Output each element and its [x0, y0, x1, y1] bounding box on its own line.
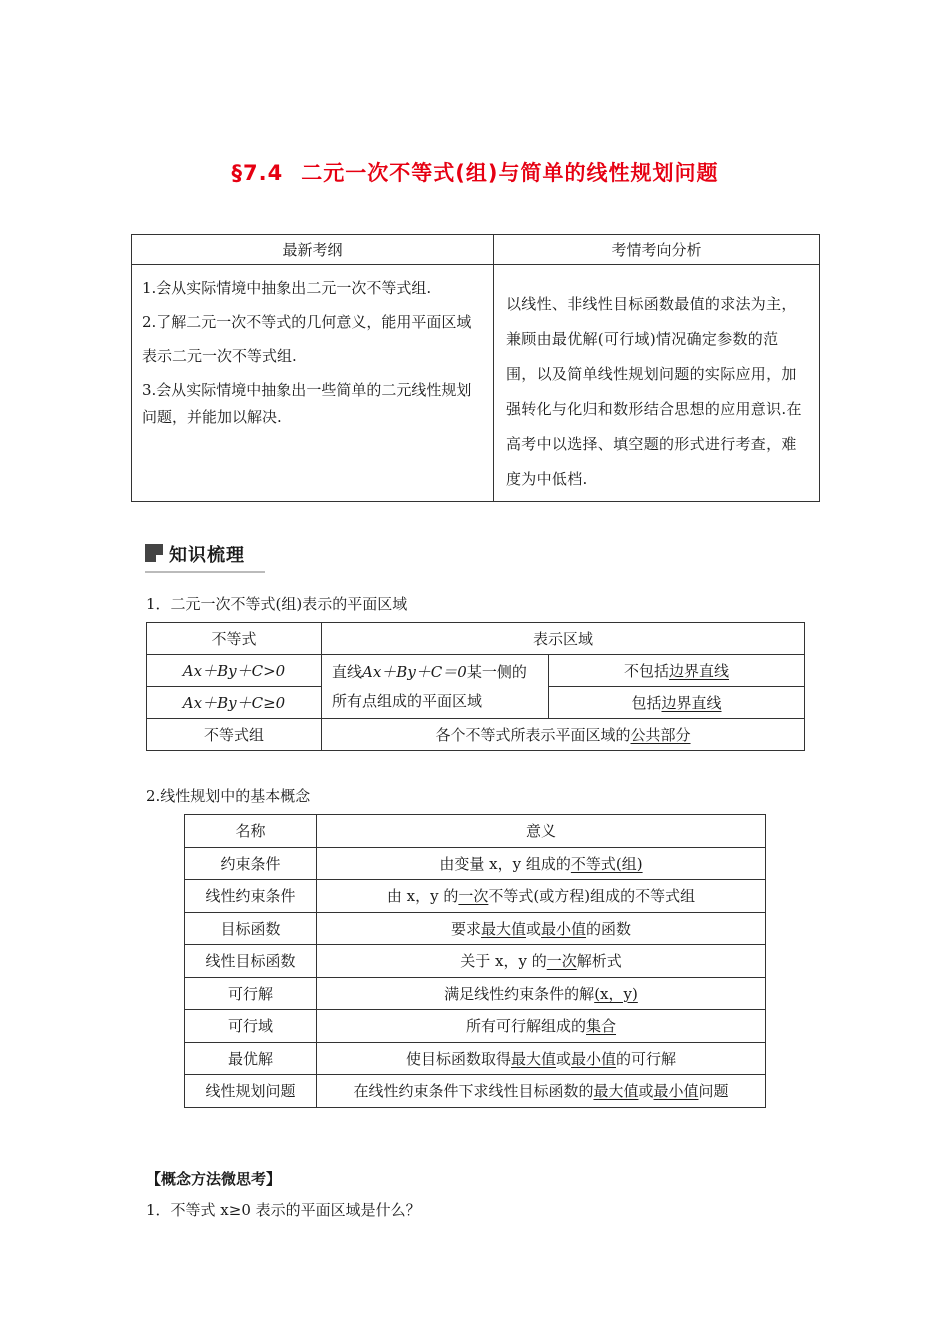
concept-name: 可行解: [185, 977, 317, 1010]
overview-table: [131, 234, 820, 502]
section-heading-label: 知识梳理: [169, 545, 245, 566]
col-header-region: 表示区域: [322, 623, 805, 655]
section-number: §7.4: [231, 161, 284, 185]
question-1: 1．不等式 x≥0 表示的平面区域是什么？: [146, 1201, 421, 1219]
concept-name: 目标函数: [185, 912, 317, 945]
concept-meaning: 所有可行解组成的集合: [317, 1010, 766, 1043]
concept-name: 最优解: [185, 1042, 317, 1075]
row3-region: 各个不等式所表示平面区域的公共部分: [322, 719, 805, 751]
concept-name: 线性约束条件: [185, 880, 317, 913]
concept-meaning: 使目标函数取得最大值或最小值的可行解: [317, 1042, 766, 1075]
table-row: [185, 945, 766, 978]
concept-meaning: 关于 x，y 的一次解析式: [317, 945, 766, 978]
header-analysis: 考情考向分析: [494, 235, 820, 265]
col-header-name: 名称: [185, 815, 317, 848]
concept-meaning: 要求最大值或最小值的函数: [317, 912, 766, 945]
part2-heading: 2.线性规划中的基本概念: [146, 787, 311, 805]
concept-name: 线性规划问题: [185, 1075, 317, 1108]
think-heading: 【概念方法微思考】: [146, 1170, 282, 1188]
syllabus-item: 2.了解二元一次不等式的几何意义，能用平面区域表示二元一次不等式组.: [142, 313, 472, 365]
table-row: [185, 880, 766, 913]
table-row: [185, 912, 766, 945]
table-row: [185, 1075, 766, 1108]
table-row: [185, 847, 766, 880]
syllabus-item: 3.会从实际情境中抽象出一些简单的二元线性规划问题，并能加以解决.: [142, 381, 472, 426]
syllabus-cell: [132, 265, 494, 502]
table-row: [185, 977, 766, 1010]
analysis-cell: 以线性、非线性目标函数最值的求法为主，兼顾由最优解(可行域)情况确定参数的范围，以及简单线性规划问题的实际应用，加强转化与化归和数形结合思想的应用意识.在高考中以选择、填空题的形式进行考查，难度为中低档.: [494, 265, 820, 502]
region-table: [146, 622, 805, 751]
section-underline: [145, 571, 265, 573]
table-row: [185, 1042, 766, 1075]
part1-heading: 1．二元一次不等式(组)表示的平面区域: [146, 595, 408, 613]
header-syllabus: 最新考纲: [132, 235, 494, 265]
row2-inequality: Ax＋By＋C≥0: [147, 687, 322, 719]
concept-meaning: 在线性约束条件下求线性目标函数的最大值或最小值问题: [317, 1075, 766, 1108]
row3-label: 不等式组: [147, 719, 322, 751]
table-row: [185, 1010, 766, 1043]
row1-boundary: 不包括边界直线: [549, 655, 805, 687]
concept-table: [184, 814, 766, 1108]
row2-boundary: 包括边界直线: [549, 687, 805, 719]
concept-name: 线性目标函数: [185, 945, 317, 978]
concept-meaning: 由变量 x，y 组成的不等式(组): [317, 847, 766, 880]
region-description: 直线Ax＋By＋C＝0某一侧的 所有点组成的平面区域: [322, 655, 549, 719]
concept-meaning: 满足线性约束条件的解(x，y): [317, 977, 766, 1010]
concept-meaning: 由 x，y 的一次不等式(或方程)组成的不等式组: [317, 880, 766, 913]
col-header-inequality: 不等式: [147, 623, 322, 655]
syllabus-item: 1.会从实际情境中抽象出二元一次不等式组.: [142, 279, 432, 297]
row1-inequality: Ax＋By＋C>0: [147, 655, 322, 687]
section-heading: [145, 540, 265, 574]
concept-name: 约束条件: [185, 847, 317, 880]
col-header-meaning: 意义: [317, 815, 766, 848]
title-text: 二元一次不等式(组)与简单的线性规划问题: [301, 161, 719, 185]
page-title: [0, 157, 950, 187]
concept-name: 可行域: [185, 1010, 317, 1043]
